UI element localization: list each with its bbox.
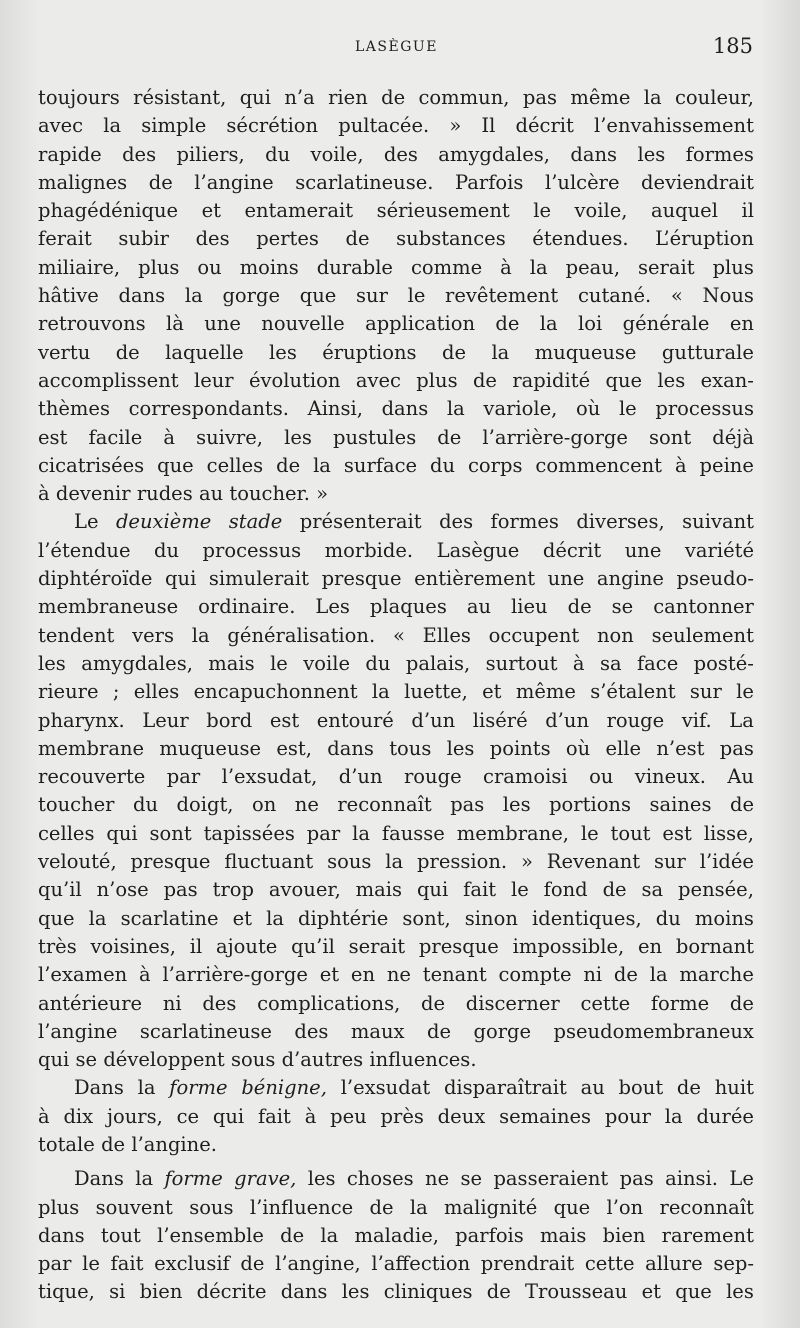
- text-line: membrane muqueuse est, dans tous les points où elle n’est pas: [38, 736, 754, 760]
- text-line: vertu de laquelle les éruptions de la muqueuse gutturale: [38, 340, 754, 364]
- running-title: LASÈGUE: [355, 39, 438, 55]
- text-line: tendent vers la généralisation. « Elles occupent non seulement: [38, 623, 754, 647]
- text-line: ferait subir des pertes de substances étendues. L’éruption: [38, 227, 754, 251]
- text-line: cicatrisées que celles de la surface du corps commencent à peine: [38, 453, 754, 477]
- text-line: phagédénique et entamerait sérieusement le voile, auquel il: [38, 199, 754, 223]
- body-text: [38, 84, 754, 1307]
- text-line: totale de l’angine.: [38, 1132, 217, 1156]
- text-line: avec la simple sécrétion pultacée. » Il décrit l’envahissement: [38, 114, 754, 138]
- text-line: malignes de l’angine scarlatineuse. Parfois l’ulcère deviendrait: [38, 170, 754, 194]
- text-line: qui se développent sous d’autres influences.: [38, 1048, 477, 1072]
- text-line: hâtive dans la gorge que sur le revêtement cutané. « Nous: [38, 284, 754, 308]
- text-line: l’angine scarlatineuse des maux de gorge pseudomembraneux: [38, 1019, 754, 1043]
- text-line: très voisines, il ajoute qu’il serait presque impossible, en bornant: [38, 934, 754, 958]
- text-line: qu’il n’ose pas trop avouer, mais qui fait le fond de sa pensée,: [38, 878, 754, 902]
- text-line: rapide des piliers, du voile, des amygdales, dans les formes: [38, 142, 754, 166]
- text-line: l’étendue du processus morbide. Lasègue décrit une variété: [38, 538, 754, 562]
- text-line: retrouvons là une nouvelle application de la loi générale en: [38, 312, 754, 336]
- text-line: celles qui sont tapissées par la fausse membrane, le tout est lisse,: [38, 821, 754, 845]
- text-line: à dix jours, ce qui fait à peu près deux semaines pour la durée: [38, 1104, 754, 1128]
- running-head: [0, 36, 800, 60]
- text-line: antérieure ni des complications, de discerner cette forme de: [38, 991, 754, 1015]
- text-line: l’examen à l’arrière-gorge et en ne tenant compte ni de la marche: [38, 963, 754, 987]
- text-line: dans tout l’ensemble de la maladie, parfois mais bien rarement: [38, 1223, 754, 1247]
- text-line: est facile à suivre, les pustules de l’arrière-gorge sont déjà: [38, 425, 754, 449]
- text-line: accomplissent leur évolution avec plus de rapidité que les exan-: [38, 368, 754, 392]
- text-line: toujours résistant, qui n’a rien de commun, pas même la couleur,: [38, 86, 754, 109]
- text-line: plus souvent sous l’influence de la malignité que l’on reconnaît: [38, 1195, 754, 1219]
- text-line: diphtéroïde qui simulerait presque entièrement une angine pseudo-: [38, 567, 754, 591]
- text-line: velouté, presque fluctuant sous la pression. » Revenant sur l’idée: [38, 850, 754, 874]
- text-line: à devenir rudes au toucher. »: [38, 482, 329, 506]
- text-line: toucher du doigt, on ne reconnaît pas les portions saines de: [38, 793, 754, 817]
- text-line: rieure ; elles encapuchonnent la luette, et même s’étalent sur le: [38, 680, 754, 704]
- page-number: 185: [712, 34, 753, 58]
- text-line: pharynx. Leur bord est entouré d’un liséré d’un rouge vif. La: [38, 708, 754, 732]
- text-line: tique, si bien décrite dans les cliniques de Trousseau et que les: [38, 1280, 754, 1304]
- text-line: Dans la forme grave, les choses ne se passeraient pas ainsi. Le: [74, 1167, 754, 1191]
- text-line: que la scarlatine et la diphtérie sont, sinon identiques, du moins: [38, 906, 754, 930]
- text-line: Dans la forme bénigne, l’exsudat disparaîtrait au bout de huit: [74, 1076, 754, 1100]
- text-line: thèmes correspondants. Ainsi, dans la variole, où le processus: [38, 397, 754, 421]
- text-line: Le deuxième stade présenterait des formes diverses, suivant: [74, 510, 754, 534]
- text-line: par le fait exclusif de l’angine, l’affection prendrait cette allure sep-: [38, 1252, 754, 1276]
- text-line: les amygdales, mais le voile du palais, surtout à sa face posté-: [38, 651, 754, 675]
- text-line: membraneuse ordinaire. Les plaques au lieu de se cantonner: [38, 595, 754, 619]
- text-line: miliaire, plus ou moins durable comme à la peau, serait plus: [38, 255, 754, 279]
- text-line: recouverte par l’exsudat, d’un rouge cramoisi ou vineux. Au: [38, 765, 754, 789]
